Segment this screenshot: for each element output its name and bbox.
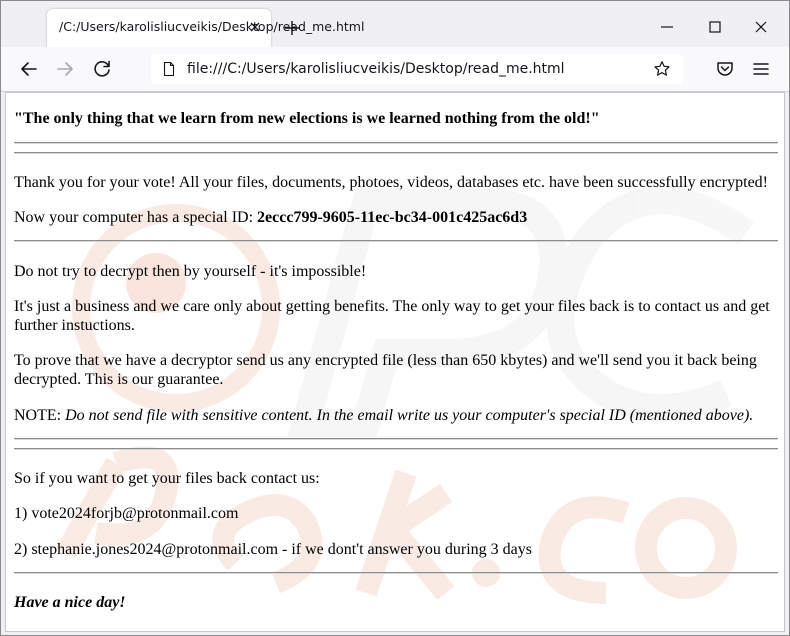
pocket-icon[interactable] bbox=[713, 57, 737, 81]
plus-icon[interactable] bbox=[281, 17, 303, 39]
note-line bbox=[14, 406, 753, 425]
divider bbox=[14, 142, 778, 144]
divider bbox=[14, 438, 778, 440]
contact-email-1: 1) vote2024forjb@protonmail.com bbox=[14, 505, 239, 522]
minimize-icon[interactable] bbox=[655, 15, 679, 39]
encrypted-notice: Thank you for your vote! All your files, documents, photoes, videos, databases etc. have been successfully encrypted! bbox=[14, 174, 769, 191]
guarantee-paragraph: To prove that we have a decryptor send us any encrypted file (less than 650 kbytes) and we'll send you it back being decrypted. This is our guarantee. bbox=[14, 352, 757, 388]
closing-line: Have a nice day! bbox=[14, 594, 126, 611]
computer-id-value: 2eccc799-9605-11ec-bc34-001c425ac6d3 bbox=[257, 209, 528, 226]
reload-icon[interactable] bbox=[90, 57, 114, 81]
hamburger-menu-icon[interactable] bbox=[749, 57, 773, 81]
back-arrow-icon[interactable] bbox=[17, 57, 41, 81]
close-icon[interactable] bbox=[247, 19, 263, 35]
contact-intro: So if you want to get your files back contact us: bbox=[14, 470, 320, 487]
maximize-icon[interactable] bbox=[703, 15, 727, 39]
tab-title: /C:/Users/karolisliucveikis/Desktop/read_me.html bbox=[59, 19, 365, 34]
computer-id-label: Now your computer has a special ID: bbox=[14, 209, 258, 226]
forward-arrow-icon[interactable] bbox=[53, 57, 77, 81]
url-text: file:///C:/Users/karolisliucveikis/Desktop/read_me.html bbox=[187, 61, 565, 77]
navigation-toolbar bbox=[1, 47, 789, 92]
page-content bbox=[5, 92, 785, 632]
note-text: Do not send file with sensitive content. In the email write us your computer's special ID (mentioned above). bbox=[65, 407, 754, 424]
note-label: NOTE: bbox=[14, 407, 66, 424]
business-paragraph: It's just a business and we care only about getting benefits. The only way to get your files back is to contact us and get further instuctions. bbox=[14, 298, 770, 334]
star-icon[interactable] bbox=[653, 60, 671, 78]
close-icon[interactable] bbox=[749, 15, 773, 39]
divider bbox=[14, 240, 778, 242]
divider bbox=[14, 448, 778, 450]
computer-id-line bbox=[14, 208, 527, 227]
tab-read-me[interactable] bbox=[47, 9, 365, 47]
page-icon bbox=[161, 61, 177, 77]
address-bar[interactable] bbox=[151, 54, 683, 84]
tab-strip bbox=[1, 1, 789, 45]
note-heading: "The only thing that we learn from new elections is we learned nothing from the old!" bbox=[14, 110, 600, 127]
no-decrypt-warning: Do not try to decrypt then by yourself - it's impossible! bbox=[14, 263, 367, 280]
contact-email-2: 2) stephanie.jones2024@protonmail.com - if we dont't answer you during 3 days bbox=[14, 541, 532, 558]
divider bbox=[14, 152, 778, 154]
divider bbox=[14, 572, 778, 574]
